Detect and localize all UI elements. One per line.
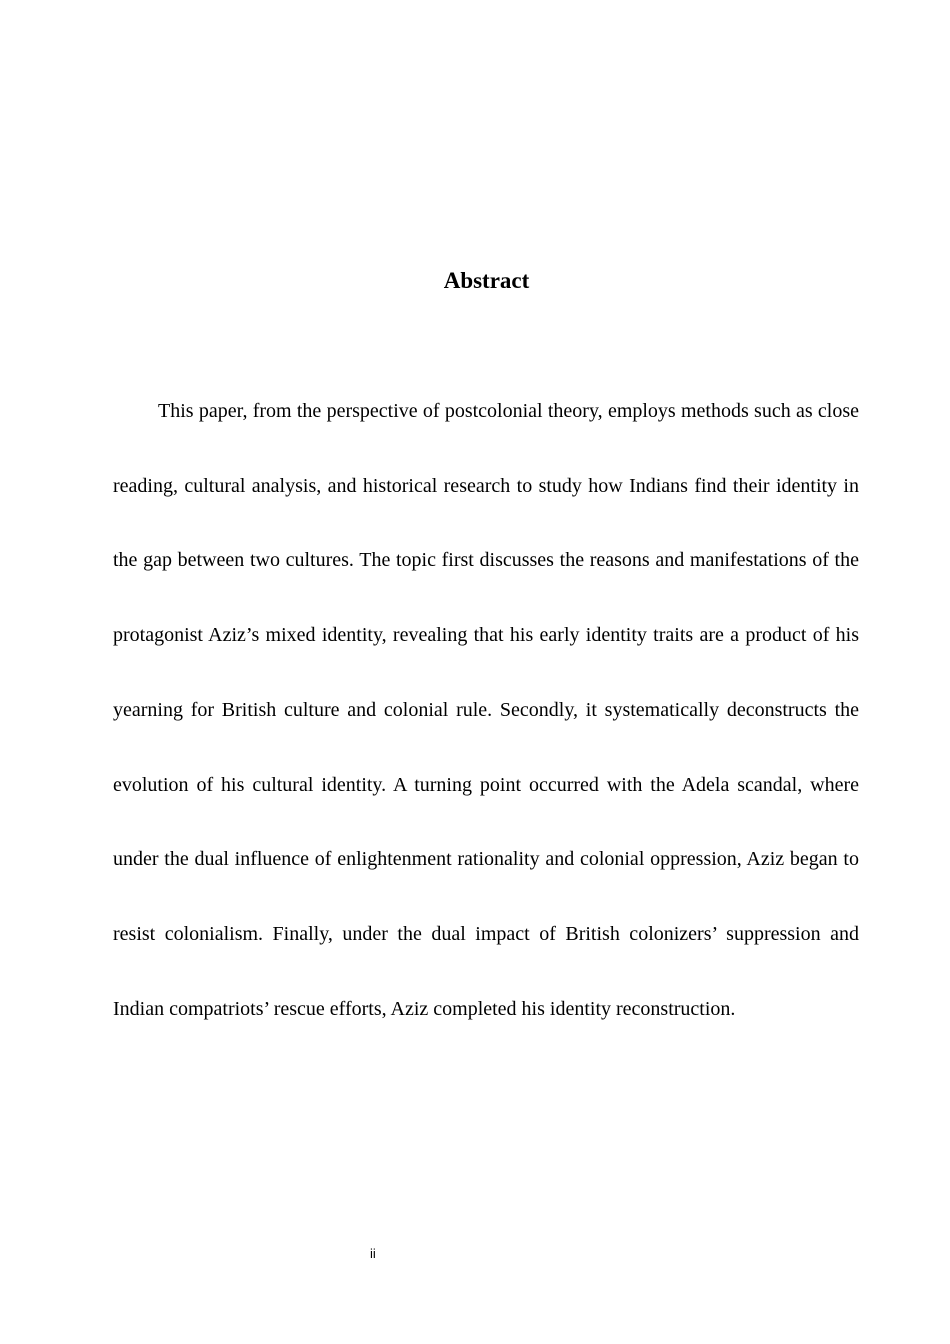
abstract-heading: Abstract <box>443 268 530 293</box>
abstract-paragraph: This paper, from the perspective of postcolonial theory, employs methods such as close reading, cultural analysis, and historical research to study how Indians find their identity in the gap between two cultures. The topic first discusses the reasons and manifestations of the protagonist Aziz’s mixed identity, revealing that his early identity traits are a product of his yearning for British culture and colonial rule. Secondly, it systematically deconstructs the evolution of his cultural identity. A turning point occurred with the Adela scandal, where under the dual influence of enlightenment rationality and colonial oppression, Aziz began to resist colonialism. Finally, under the dual impact of British colonizers’ suppression and Indian compatriots’ rescue efforts, Aziz completed his identity reconstruction. <box>113 400 859 1020</box>
page-number: ii <box>370 1246 376 1261</box>
